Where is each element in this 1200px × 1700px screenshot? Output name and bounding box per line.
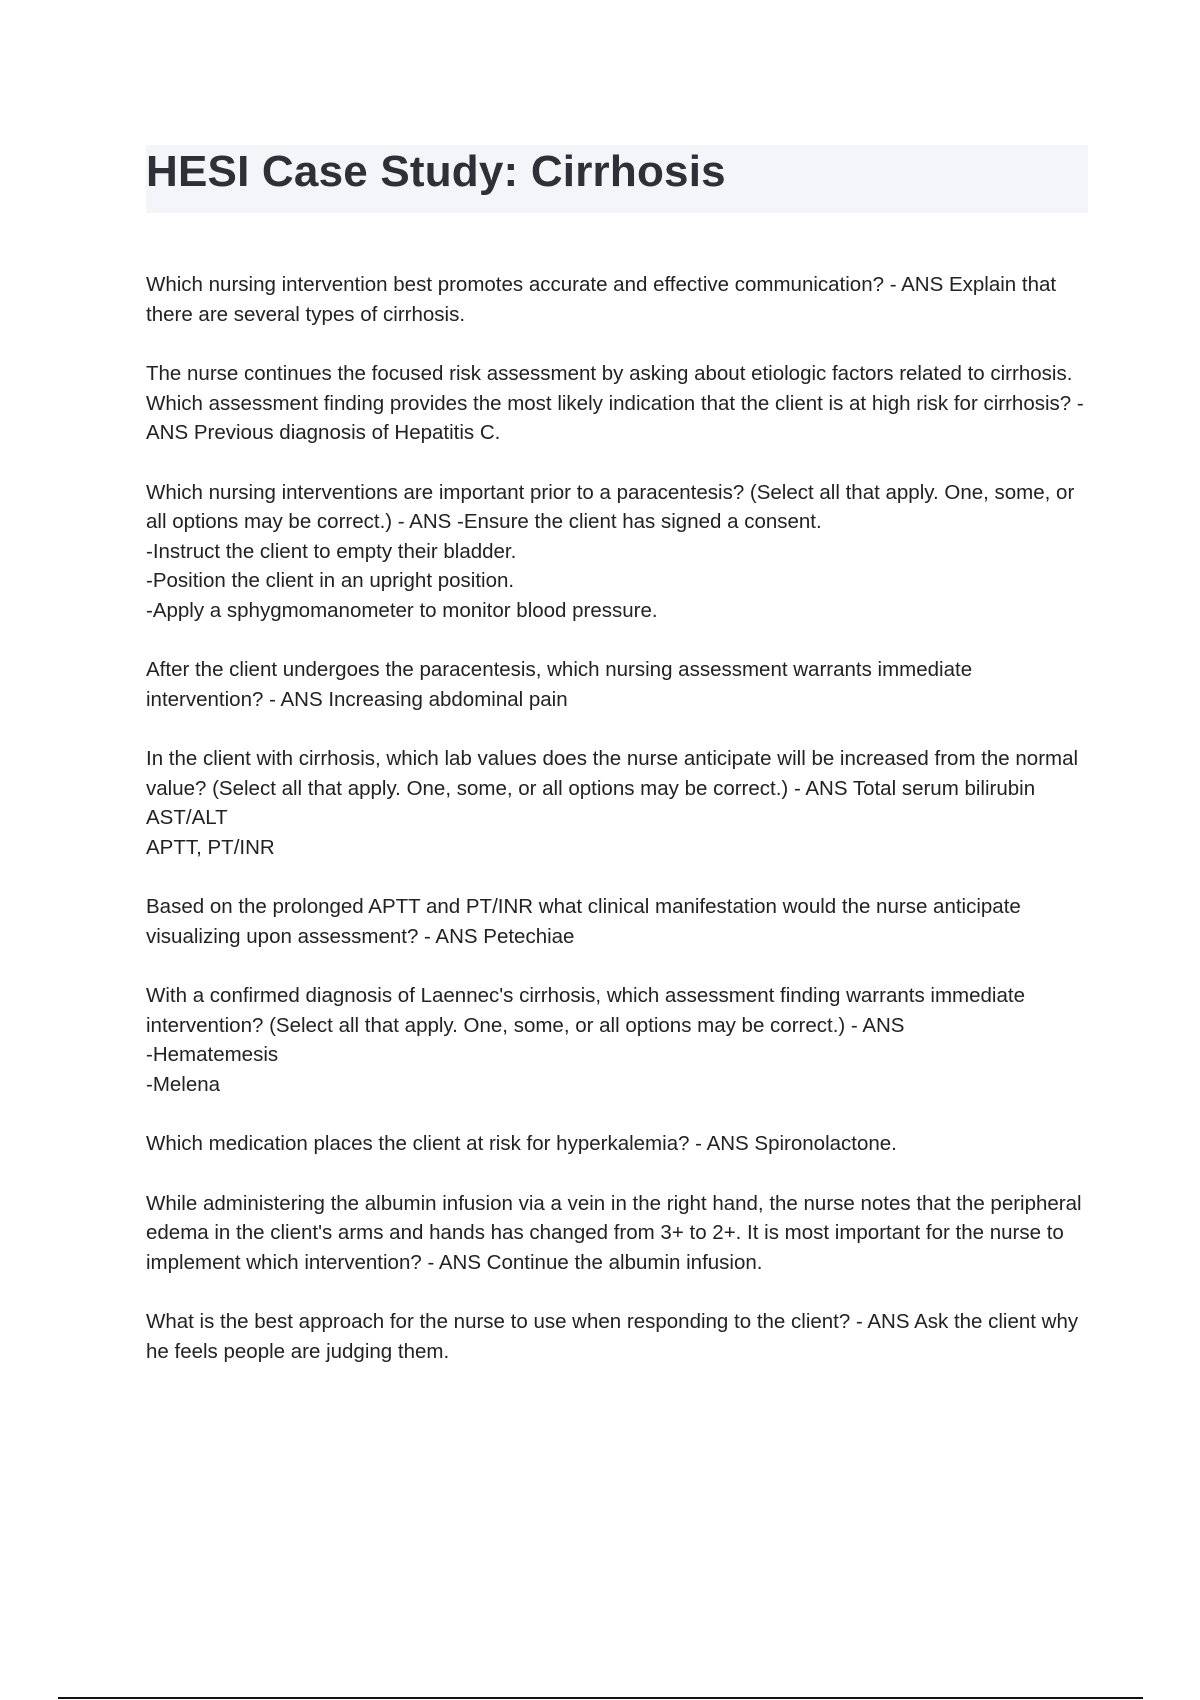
qa-item-5: In the client with cirrhosis, which lab values does the nurse anticipate will be increased from the normal value? (Select all that apply. One, some, or all options may be correct.) - ANS Total serum bilirubin AST/ALT APTT, PT/INR	[146, 747, 1079, 859]
qa-item-3: Which nursing interventions are important prior to a paracentesis? (Select all that apply. One, some, or all options may be correct.) - ANS -Ensure the client has signed a consent. -Instruct the client to empty their bladder. -Position the client in an upright position. -Apply a sphygmomanometer to monitor blood pressure.	[146, 480, 1075, 622]
page-title: HESI Case Study: Cirrhosis	[146, 147, 726, 196]
qa-item-2: The nurse continues the focused risk assessment by asking about etiologic factors related to cirrhosis. Which assessment finding provides the most likely indication that the client is at high risk for cirrhosis? - ANS Previous diagnosis of Hepatitis C.	[146, 362, 1084, 444]
qa-list	[146, 270, 1091, 1396]
qa-item-1: Which nursing intervention best promotes accurate and effective communication? - ANS Explain that there are several types of cirrhosis.	[146, 273, 1057, 326]
qa-item-4: After the client undergoes the paracentesis, which nursing assessment warrants immediate intervention? - ANS Increasing abdominal pain	[146, 658, 973, 711]
qa-item-7: With a confirmed diagnosis of Laennec's cirrhosis, which assessment finding warrants immediate intervention? (Select all that apply. One, some, or all options may be correct.) - ANS -Hematemesis -Melena	[146, 984, 1025, 1096]
footer-divider	[58, 1697, 1143, 1699]
qa-item-9: While administering the albumin infusion via a vein in the right hand, the nurse notes that the peripheral edema in the client's arms and hands has changed from 3+ to 2+. It is most important for the nurse to implement which intervention? - ANS Continue the albumin infusion.	[146, 1191, 1082, 1274]
qa-item-10: What is the best approach for the nurse to use when responding to the client? - ANS Ask the client why he feels people are judging them.	[146, 1310, 1079, 1363]
qa-item-8: Which medication places the client at risk for hyperkalemia? - ANS Spironolactone.	[146, 1132, 897, 1155]
qa-item-6: Based on the prolonged APTT and PT/INR what clinical manifestation would the nurse anticipate visualizing upon assessment? - ANS Petechiae	[146, 895, 1021, 948]
